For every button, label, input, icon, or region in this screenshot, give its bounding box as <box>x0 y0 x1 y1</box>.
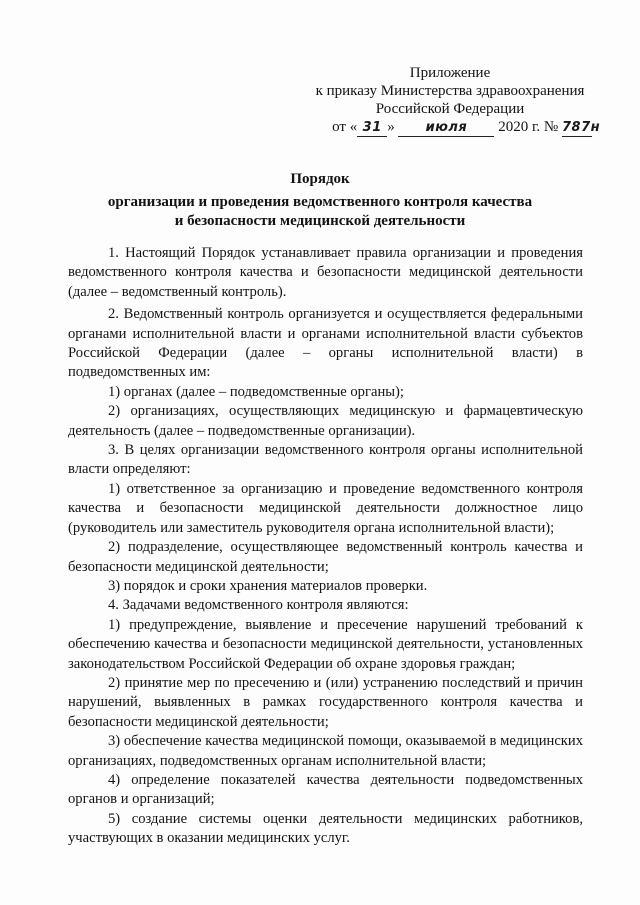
title-line-1: Порядок <box>290 171 350 187</box>
paragraph: 3. В целях организации ведомственного контроля органы исполнительной власти определяют: <box>68 442 583 478</box>
paragraph: 1) органах (далее – подведомственные органы); <box>108 383 404 400</box>
document-title <box>60 170 580 231</box>
federation-name: Российской Федерации <box>375 101 525 117</box>
paragraph: 3) обеспечение качества медицинской помощи, оказываемой в медицинских организациях, подведомственных органам исполнительной власти; <box>68 733 583 769</box>
order-reference: к приказу Министерства здравоохранения <box>315 83 585 99</box>
title-line-2: организации и проведения ведомственного контроля качества <box>107 194 533 210</box>
date-mid: » <box>387 119 395 135</box>
paragraph: 1) ответственное за организацию и проведение ведомственного контроля качества и безопасности медицинской деятельности должностное лицо (руководитель или заместитель руководителя органа исполнительной власти); <box>68 480 583 536</box>
date-prefix: от « <box>332 119 358 135</box>
paragraph: 1) предупреждение, выявление и пресечение нарушений требований к обеспечению качества и безопасности медицинской деятельности, установленных законодательством Российской Федерации об охране здоровья граждан; <box>68 616 583 672</box>
paragraph: 2) подразделение, осуществляющее ведомственный контроль качества и безопасности медицинской деятельности; <box>68 539 583 575</box>
order-date-line <box>300 118 600 137</box>
date-month-field <box>398 119 494 137</box>
paragraph: 3) порядок и сроки хранения материалов проверки. <box>108 577 428 594</box>
paragraph: 2) организациях, осуществляющих медицинскую и фармацевтическую деятельность (далее – подведомственные организации). <box>68 403 583 439</box>
date-day-handwritten: 31 <box>362 120 382 135</box>
paragraph: 2) принятие мер по пресечению и (или) устранению последствий и причин нарушений, выявленных в рамках государственного контроля качества и безопасности медицинской деятельности; <box>68 674 583 730</box>
appendix-label: Приложение <box>409 65 491 81</box>
paragraph: 5) создание системы оценки деятельности медицинских работников, участвующих в оказании медицинских услуг. <box>68 810 583 847</box>
date-month-handwritten: июля <box>425 120 468 135</box>
paragraph: 2. Ведомственный контроль организуется и осуществляется федеральными органами исполнительной власти и органами исполнительной власти субъектов Российской Федерации (далее – органы исполнительной власти) в подведомственных им: <box>68 306 583 381</box>
title-line-3: и безопасности медицинской деятельности <box>174 213 466 229</box>
appendix-header <box>300 64 600 137</box>
paragraph: 4. Задачами ведомственного контроля являются: <box>108 597 409 614</box>
paragraph: 1. Настоящий Порядок устанавливает правила организации и проведения ведомственного контроля качества и безопасности медицинской деятельности (далее – ведомственный контроль). <box>68 245 583 300</box>
order-number-field <box>562 119 601 137</box>
document-body <box>68 244 583 849</box>
date-year: 2020 г. № <box>498 119 559 135</box>
date-day-field <box>357 119 387 137</box>
order-number-handwritten: 787н <box>562 120 601 135</box>
paragraph: 4) определение показателей качества деятельности подведомственных органов и организаций; <box>68 771 583 808</box>
